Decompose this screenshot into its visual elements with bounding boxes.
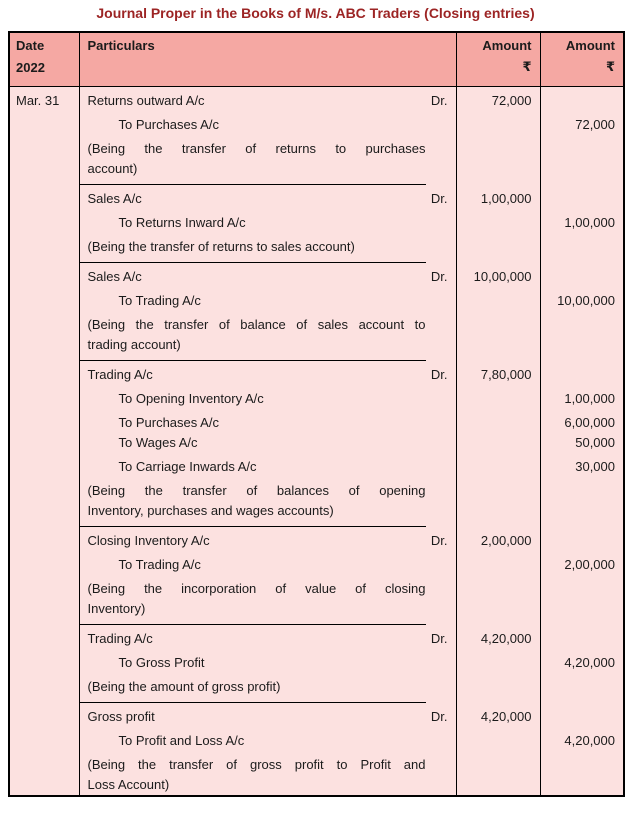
dr-label: Dr.	[430, 532, 448, 548]
debit-amount-cell	[456, 311, 540, 361]
particulars-cell	[79, 185, 456, 209]
date-cell	[9, 185, 79, 209]
particulars-cell	[79, 673, 456, 703]
debit-amount-cell	[456, 673, 540, 703]
debit-amount-cell: 72,000	[456, 86, 540, 111]
particulars-cell	[79, 433, 456, 453]
amount-debit-header-label: Amount	[482, 38, 532, 53]
journal-line-row	[9, 551, 624, 575]
debit-amount-cell	[456, 287, 540, 311]
journal-line-row	[9, 385, 624, 409]
date-cell	[9, 625, 79, 649]
date-cell	[9, 111, 79, 135]
debit-amount-cell	[456, 385, 540, 409]
particulars-cell	[79, 649, 456, 673]
account-name: Returns outward A/c	[87, 92, 205, 108]
date-cell	[9, 527, 79, 551]
particulars-cell	[79, 385, 456, 409]
debit-amount-cell	[456, 233, 540, 263]
account-credit-line: To Carriage Inwards A/c	[118, 458, 257, 474]
account-debit-line	[88, 267, 448, 287]
journal-body	[9, 86, 624, 796]
header-row	[9, 32, 624, 86]
journal-line-row	[9, 575, 624, 625]
credit-amount-cell	[540, 233, 624, 263]
debit-amount-cell	[456, 433, 540, 453]
journal-line-row	[9, 625, 624, 649]
account-credit-line: To Returns Inward A/c	[118, 214, 246, 230]
journal-line-row	[9, 263, 624, 287]
credit-amount-cell	[540, 703, 624, 727]
journal-table	[8, 31, 625, 797]
credit-amount-cell: 4,20,000	[564, 654, 615, 670]
account-name: Trading A/c	[87, 366, 153, 382]
date-cell	[9, 477, 79, 527]
credit-amount-cell	[540, 751, 624, 796]
particulars-cell	[79, 287, 456, 311]
particulars-cell	[79, 233, 456, 263]
journal-line-row	[9, 527, 624, 551]
date-cell	[9, 311, 79, 361]
journal-line-row	[9, 86, 624, 111]
journal-line-row	[9, 453, 624, 477]
particulars-cell	[79, 727, 456, 751]
account-name: Gross profit	[87, 708, 155, 724]
narration-line: (Being the transfer of returns to purchases	[87, 140, 426, 156]
date-cell	[9, 209, 79, 233]
account-credit-line: To Opening Inventory A/c	[118, 390, 264, 406]
particulars-cell	[79, 409, 456, 433]
date-column-header	[9, 32, 79, 86]
credit-amount-cell: 30,000	[575, 458, 615, 474]
date-cell	[9, 385, 79, 409]
account-name: Closing Inventory A/c	[87, 532, 210, 548]
journal-line-row	[9, 111, 624, 135]
account-debit-line	[88, 189, 448, 209]
narration	[88, 579, 426, 619]
credit-amount-cell	[540, 263, 624, 287]
narration-line: account)	[87, 160, 138, 176]
account-debit-line	[88, 91, 448, 111]
rupee-symbol-credit: ₹	[605, 60, 615, 75]
date-header-label: Date	[16, 38, 45, 53]
credit-amount-cell	[540, 575, 624, 625]
account-debit-line	[88, 531, 448, 551]
narration	[88, 315, 426, 355]
account-name: Trading A/c	[87, 630, 153, 646]
debit-amount-cell	[456, 727, 540, 751]
particulars-column-header	[79, 32, 456, 86]
amount-credit-header-label: Amount	[565, 38, 615, 53]
credit-amount-cell: 4,20,000	[564, 732, 615, 748]
credit-amount-cell	[540, 311, 624, 361]
credit-amount-cell: 72,000	[575, 116, 615, 132]
particulars-header-label: Particulars	[87, 38, 155, 53]
credit-amount-cell: 6,00,000	[564, 414, 615, 430]
particulars-cell	[79, 551, 456, 575]
dr-label: Dr.	[430, 630, 448, 646]
journal-line-row	[9, 233, 624, 263]
debit-amount-cell	[456, 649, 540, 673]
particulars-cell	[79, 111, 456, 135]
debit-amount-cell: 4,20,000	[456, 625, 540, 649]
journal-line-row	[9, 287, 624, 311]
account-credit-line: To Gross Profit	[118, 654, 205, 670]
journal-line-row	[9, 135, 624, 185]
journal-header	[9, 32, 624, 86]
narration-line: (Being the transfer of gross profit to Profit and	[87, 756, 426, 772]
particulars-cell	[79, 311, 456, 361]
journal-line-row	[9, 209, 624, 233]
journal-line-row	[9, 311, 624, 361]
narration	[88, 677, 426, 697]
journal-line-row	[9, 727, 624, 751]
debit-amount-cell	[456, 477, 540, 527]
dr-label: Dr.	[430, 708, 448, 724]
journal-line-row	[9, 477, 624, 527]
date-cell	[9, 433, 79, 453]
credit-amount-cell	[540, 673, 624, 703]
credit-amount-cell: 2,00,000	[564, 556, 615, 572]
journal-line-row	[9, 751, 624, 796]
particulars-cell	[79, 135, 456, 185]
date-cell	[9, 751, 79, 796]
date-cell	[9, 551, 79, 575]
amount-credit-column-header	[540, 32, 624, 86]
credit-amount-cell	[540, 361, 624, 385]
particulars-cell	[79, 625, 456, 649]
narration-line: trading account)	[87, 336, 181, 352]
narration	[88, 755, 426, 795]
account-credit-line: To Wages A/c	[118, 434, 198, 450]
credit-amount-cell: 10,00,000	[557, 292, 615, 308]
particulars-cell	[79, 703, 456, 727]
particulars-cell	[79, 209, 456, 233]
debit-amount-cell	[456, 111, 540, 135]
date-header-year: 2022	[16, 60, 45, 75]
debit-amount-cell	[456, 551, 540, 575]
credit-amount-cell: 1,00,000	[564, 390, 615, 406]
debit-amount-cell	[456, 575, 540, 625]
dr-label: Dr.	[430, 268, 448, 284]
date-cell	[9, 135, 79, 185]
narration-line: (Being the transfer of returns to sales account)	[87, 238, 355, 254]
narration-line: (Being the transfer of balance of sales account to	[87, 316, 426, 332]
dr-label: Dr.	[430, 366, 448, 382]
credit-amount-cell	[540, 135, 624, 185]
debit-amount-cell: 4,20,000	[456, 703, 540, 727]
account-credit-line: To Trading A/c	[118, 556, 201, 572]
account-debit-line	[88, 629, 448, 649]
narration	[88, 481, 426, 521]
particulars-cell	[79, 527, 456, 551]
rupee-symbol-debit: ₹	[522, 60, 532, 75]
particulars-cell	[79, 477, 456, 527]
journal-line-row	[9, 649, 624, 673]
debit-amount-cell	[456, 209, 540, 233]
date-cell	[9, 409, 79, 433]
credit-amount-cell	[540, 527, 624, 551]
debit-amount-cell	[456, 135, 540, 185]
narration-line: (Being the transfer of balances of opening	[87, 482, 426, 498]
narration-line: Loss Account)	[87, 776, 170, 792]
date-cell: Mar. 31	[9, 86, 79, 111]
journal-line-row	[9, 673, 624, 703]
debit-amount-cell: 10,00,000	[456, 263, 540, 287]
date-cell	[9, 263, 79, 287]
narration-line: (Being the amount of gross profit)	[87, 678, 281, 694]
debit-amount-cell	[456, 751, 540, 796]
date-cell	[9, 287, 79, 311]
journal-line-row	[9, 361, 624, 385]
account-credit-line: To Purchases A/c	[118, 116, 219, 132]
credit-amount-cell: 50,000	[575, 434, 615, 450]
account-debit-line	[88, 365, 448, 385]
debit-amount-cell: 1,00,000	[456, 185, 540, 209]
date-cell	[9, 575, 79, 625]
account-credit-line: To Trading A/c	[118, 292, 201, 308]
account-credit-line: To Profit and Loss A/c	[118, 732, 245, 748]
debit-amount-cell	[456, 409, 540, 433]
particulars-cell	[79, 86, 456, 111]
narration-line: Inventory, purchases and wages accounts)	[87, 502, 334, 518]
credit-amount-cell	[540, 477, 624, 527]
debit-amount-cell	[456, 453, 540, 477]
date-cell	[9, 673, 79, 703]
debit-amount-cell: 7,80,000	[456, 361, 540, 385]
particulars-cell	[79, 453, 456, 477]
credit-amount-cell: 1,00,000	[564, 214, 615, 230]
account-name: Sales A/c	[87, 190, 142, 206]
date-cell	[9, 233, 79, 263]
date-cell	[9, 649, 79, 673]
credit-amount-cell	[540, 185, 624, 209]
journal-line-row	[9, 433, 624, 453]
date-cell	[9, 453, 79, 477]
narration	[88, 139, 426, 179]
account-credit-line: To Purchases A/c	[118, 414, 219, 430]
account-debit-line	[88, 707, 448, 727]
journal-line-row	[9, 409, 624, 433]
narration-line: (Being the incorporation of value of closing	[87, 580, 426, 596]
account-name: Sales A/c	[87, 268, 142, 284]
particulars-cell	[79, 263, 456, 287]
particulars-cell	[79, 575, 456, 625]
credit-amount-cell	[540, 625, 624, 649]
narration	[88, 237, 426, 257]
date-cell	[9, 727, 79, 751]
dr-label: Dr.	[430, 190, 448, 206]
dr-label: Dr.	[430, 92, 448, 108]
page-title: Journal Proper in the Books of M/s. ABC Traders (Closing entries)	[96, 5, 535, 21]
journal-line-row	[9, 185, 624, 209]
date-cell	[9, 361, 79, 385]
particulars-cell	[79, 361, 456, 385]
debit-amount-cell: 2,00,000	[456, 527, 540, 551]
journal-line-row	[9, 703, 624, 727]
amount-debit-column-header	[456, 32, 540, 86]
credit-amount-cell	[540, 86, 624, 111]
narration-line: Inventory)	[87, 600, 146, 616]
particulars-cell	[79, 751, 456, 796]
date-cell	[9, 703, 79, 727]
